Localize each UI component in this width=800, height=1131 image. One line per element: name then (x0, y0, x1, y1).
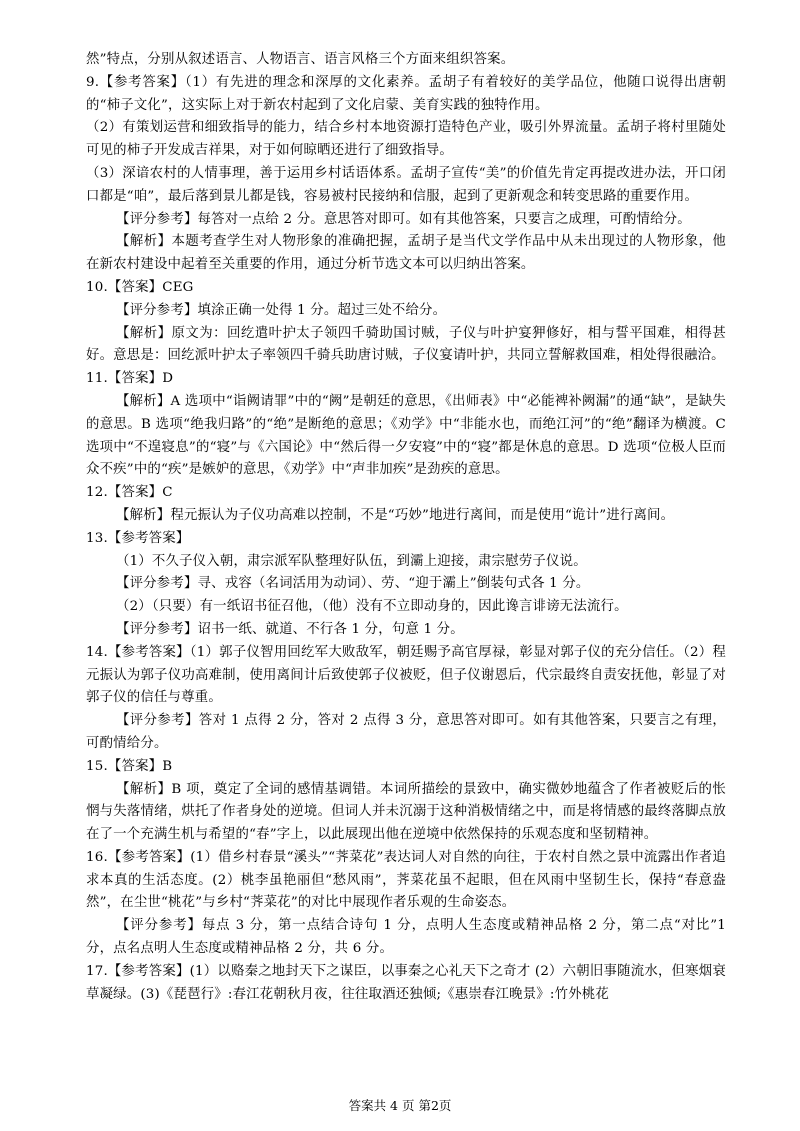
answer-paragraph: 【评分参考】寻、戎容（名词活用为动词）、劳、“迎于灞上”倒装句式各 1 分。 (116, 576, 590, 592)
answer-paragraph: 15.【答案】B (86, 758, 173, 774)
answer-paragraph: 【解析】B 项，奠定了全词的感情基调错。本词所描绘的景致中，确实微妙地蕴含了作者被贬后的怅惘与失落情绪，烘托了作者身处的逆境。但词人并未沉溺于这种消极情绪之中，而是将情感的最终落脚点放在了一个充满生机与希望的“春”字上，以此展现出他在逆境中依然保持的乐观态度和坚韧精神。 (86, 781, 726, 843)
answer-body (86, 49, 726, 1006)
answer-paragraph: 【解析】原文为：回纥遣叶护太子领四千骑助国讨贼，子仪与叶护宴狎修好，相与誓平国难，相得甚好。意思是：回纥派叶护太子率领四千骑兵助唐讨贼，子仪宴请叶护，共同立誓解救国难，相处得很融洽。 (86, 325, 726, 364)
answer-paragraph: 【解析】A 选项中“诣阙请罪”中的“阙”是朝廷的意思，《出师表》中“必能裨补阙漏”的通“缺”，是缺失的意思。B 选项“绝我归路”的“绝”是断绝的意思；《劝学》中“非能水也，而绝江河”的“绝”翻译为横渡。C 选项中“不遑寝息”的“寝”与《六国论》中“然后得一夕安寝”中的“寝”都是休息的意思。D 选项“位极人臣而众不疾”中的“疾”是嫉妒的意思，《劝学》中“声非加疾”是劲疾的意思。 (86, 393, 726, 478)
answer-paragraph: 13.【参考答案】 (86, 530, 190, 546)
answer-paragraph: 【评分参考】填涂正确一处得 1 分。超过三处不给分。 (116, 302, 447, 318)
answer-paragraph: 12.【答案】C (86, 485, 173, 501)
answer-paragraph: 11.【答案】D (86, 371, 174, 387)
answer-paragraph: 【解析】本题考查学生对人物形象的准确把握，孟胡子是当代文学作品中从未出现过的人物形象，他在新农村建设中起着至关重要的作用，通过分析节选文本可以归纳出答案。 (86, 234, 726, 273)
answer-paragraph: （1）不久子仪入朝，肃宗派军队整理好队伍，到灞上迎接，肃宗慰劳子仪说。 (116, 553, 587, 569)
page-footer: 答案共 4 页 第2页 (348, 1098, 452, 1113)
answer-paragraph: 14.【参考答案】（1）郭子仪智用回纥军大败敌军，朝廷赐予高官厚禄，彰显对郭子仪的充分信任。（2）程元振认为郭子仪功高难制，使用离间计后致使郭子仪被贬，但子仪谢恩后，代宗最终自责安抚他，彰显了对郭子仪的信任与尊重。 (86, 644, 726, 706)
answer-paragraph: （2）有策划运营和细致指导的能力，结合乡村本地资源打造特色产业，吸引外界流量。孟胡子将村里随处可见的柿子开发成吉祥果，对于如何晾晒还进行了细致指导。 (86, 120, 726, 159)
answer-paragraph: 9.【参考答案】（1）有先进的理念和深厚的文化素养。孟胡子有着较好的美学品位，他随口说得出唐朝的“柿子文化”，这实际上对于新农村起到了文化启蒙、美育实践的独特作用。 (86, 74, 726, 113)
answer-paragraph: 【评分参考】每答对一点给 2 分。意思答对即可。如有其他答案，只要言之成理，可酌情给分。 (116, 211, 691, 227)
answer-paragraph: 【评分参考】诏书一纸、就道、不行各 1 分，句意 1 分。 (116, 621, 464, 637)
answer-paragraph: 【解析】程元振认为子仪功高难以控制，不是“巧妙”地进行离间，而是使用“诡计”进行离间。 (116, 507, 675, 523)
answer-paragraph: （3）深谙农村的人情事理，善于运用乡村话语体系。孟胡子宣传“美”的价值先肯定再提改进办法，开口闭口都是“咱”，最后落到景儿都是钱，容易被村民接纳和信服，起到了更新观念和转变思路的重要作用。 (86, 165, 726, 204)
answer-paragraph: 10.【答案】CEG (86, 279, 194, 295)
answer-paragraph: 16.【参考答案】(1）借乡村春景“溪头”“荠菜花”表达词人对自然的向往，于农村自然之景中流露出作者追求本真的生活态度。(2）桃李虽艳丽但“愁风雨”，荠菜花虽不起眼，但在风雨中坚韧生长，保持“春意盎然”，在尘世“桃花”与乡村“荠菜花”的对比中展现作者乐观的生命姿态。 (86, 849, 726, 911)
answer-paragraph: （2）（只要）有一纸诏书征召他，（他）没有不立即动身的，因此谗言诽谤无法流行。 (116, 599, 628, 615)
answer-paragraph: 【评分参考】答对 1 点得 2 分，答对 2 点得 3 分，意思答对即可。如有其他答案，只要言之有理，可酌情给分。 (86, 713, 726, 751)
answer-paragraph: 然”特点，分别从叙述语言、人物语言、语言风格三个方面来组织答案。 (86, 52, 515, 67)
answer-paragraph: 17.【参考答案】(1）以赂秦之地封天下之谋臣，以事秦之心礼天下之奇才 (2）六朝旧事随流水，但寒烟衰草凝绿。(3)《琵琶行》:春江花朝秋月夜，往往取酒还独倾;《惠崇春江晚景》:竹外桃花 (86, 963, 726, 1002)
answer-paragraph: 【评分参考】每点 3 分，第一点结合诗句 1 分，点明人生态度或精神品格 2 分，第二点“对比”1 分，点名点明人生态度或精神品格 2 分，共 6 分。 (86, 918, 726, 957)
